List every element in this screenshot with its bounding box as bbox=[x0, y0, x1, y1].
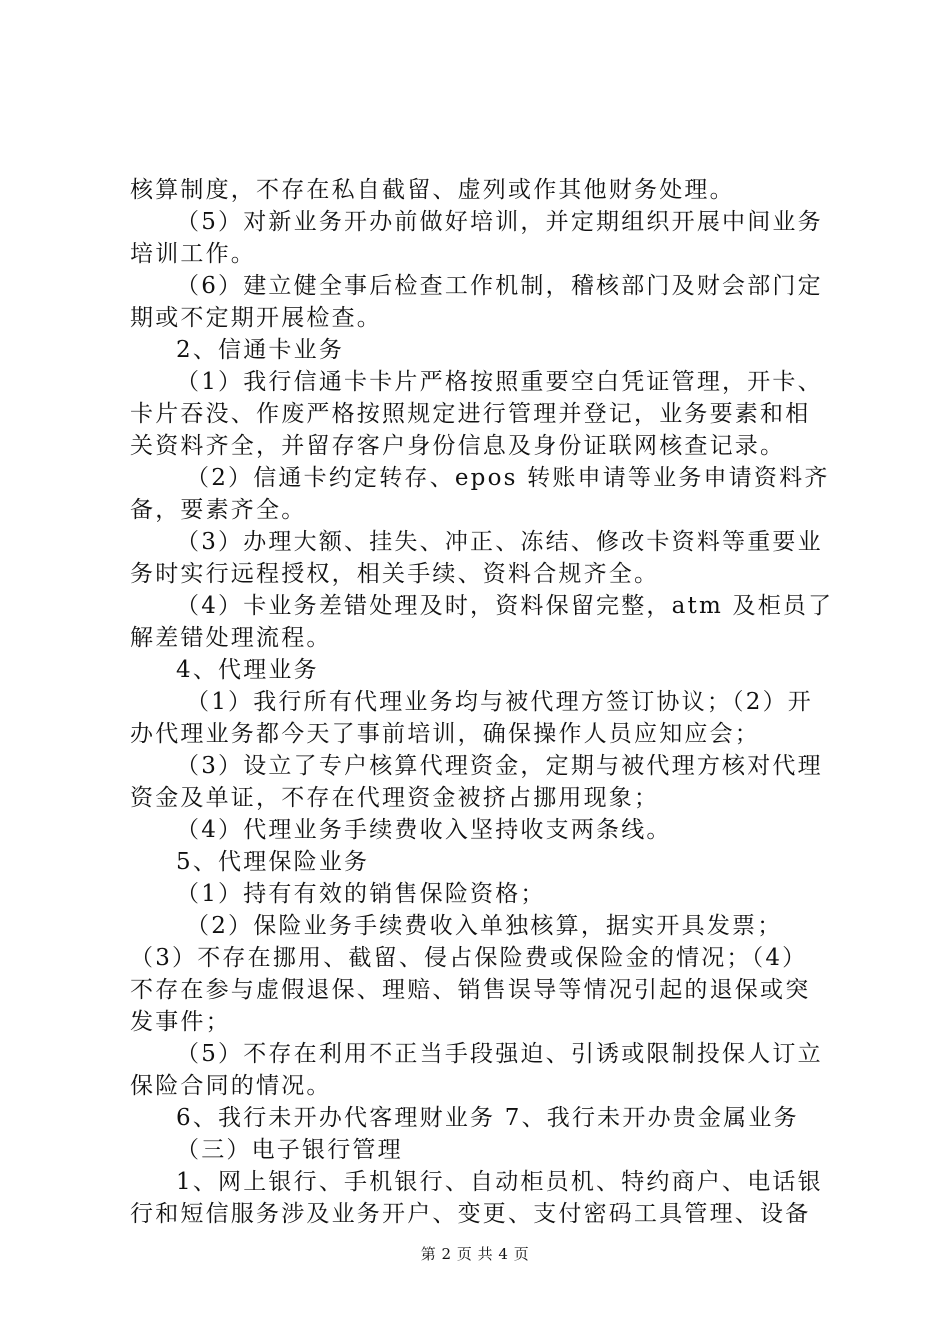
body-line: （3）不存在挪用、截留、侵占保险费或保险金的情况；（4） bbox=[130, 945, 808, 971]
body-line: （1）持有有效的销售保险资格； bbox=[176, 881, 546, 907]
body-line: （2）信通卡约定转存、epos 转账申请等业务申请资料齐 bbox=[186, 465, 830, 491]
section-heading: 2、信通卡业务 bbox=[176, 337, 345, 363]
section-heading: 4、代理业务 bbox=[176, 657, 319, 683]
body-line: （2）保险业务手续费收入单独核算，据实开具发票； bbox=[186, 913, 783, 939]
section-heading: 5、代理保险业务 bbox=[176, 849, 370, 875]
page-number-footer: 第 2 页 共 4 页 bbox=[420, 1245, 530, 1263]
body-line: （3）办理大额、挂失、冲正、冻结、修改卡资料等重要业 bbox=[176, 529, 823, 555]
body-line: （6）建立健全事后检查工作机制，稽核部门及财会部门定 bbox=[176, 273, 823, 299]
body-line: 6、我行未开办代客理财业务 7、我行未开办贵金属业务 bbox=[176, 1105, 799, 1131]
body-line: （1）我行信通卡卡片严格按照重要空白凭证管理，开卡、 bbox=[176, 369, 823, 395]
body-line: （5）对新业务开办前做好培训，并定期组织开展中间业务 bbox=[176, 209, 823, 235]
body-line: （4）代理业务手续费收入坚持收支两条线。 bbox=[176, 817, 672, 843]
body-line: 发事件； bbox=[130, 1009, 231, 1035]
body-line: 解差错处理流程。 bbox=[130, 625, 332, 651]
body-line: （4）卡业务差错处理及时，资料保留完整，atm 及柜员了 bbox=[176, 593, 834, 619]
body-line: 培训工作。 bbox=[130, 241, 256, 267]
body-line: 卡片吞没、作废严格按照规定进行管理并登记，业务要素和相 bbox=[130, 401, 811, 427]
body-line: 1、网上银行、手机银行、自动柜员机、特约商户、电话银 bbox=[176, 1169, 823, 1195]
body-line: （3）设立了专户核算代理资金，定期与被代理方核对代理 bbox=[176, 753, 823, 779]
body-line: 不存在参与虚假退保、理赔、销售误导等情况引起的退保或突 bbox=[130, 977, 811, 1003]
body-line: 关资料齐全，并留存客户身份信息及身份证联网核查记录。 bbox=[130, 433, 786, 459]
section-heading: （三）电子银行管理 bbox=[176, 1137, 403, 1163]
body-line: 行和短信服务涉及业务开户、变更、支付密码工具管理、设备 bbox=[130, 1201, 811, 1227]
body-line: 务时实行远程授权，相关手续、资料合规齐全。 bbox=[130, 561, 660, 587]
body-line: 资金及单证，不存在代理资金被挤占挪用现象； bbox=[130, 785, 660, 811]
body-line: 保险合同的情况。 bbox=[130, 1073, 332, 1099]
body-line: 期或不定期开展检查。 bbox=[130, 305, 382, 331]
body-line: 备，要素齐全。 bbox=[130, 497, 307, 523]
body-line: （5）不存在利用不正当手段强迫、引诱或限制投保人订立 bbox=[176, 1041, 823, 1067]
body-line: 办代理业务都今天了事前培训，确保操作人员应知应会； bbox=[130, 721, 760, 747]
body-line: 核算制度，不存在私自截留、虚列或作其他财务处理。 bbox=[130, 177, 735, 203]
body-line: （1）我行所有代理业务均与被代理方签订协议；（2）开 bbox=[186, 689, 813, 715]
